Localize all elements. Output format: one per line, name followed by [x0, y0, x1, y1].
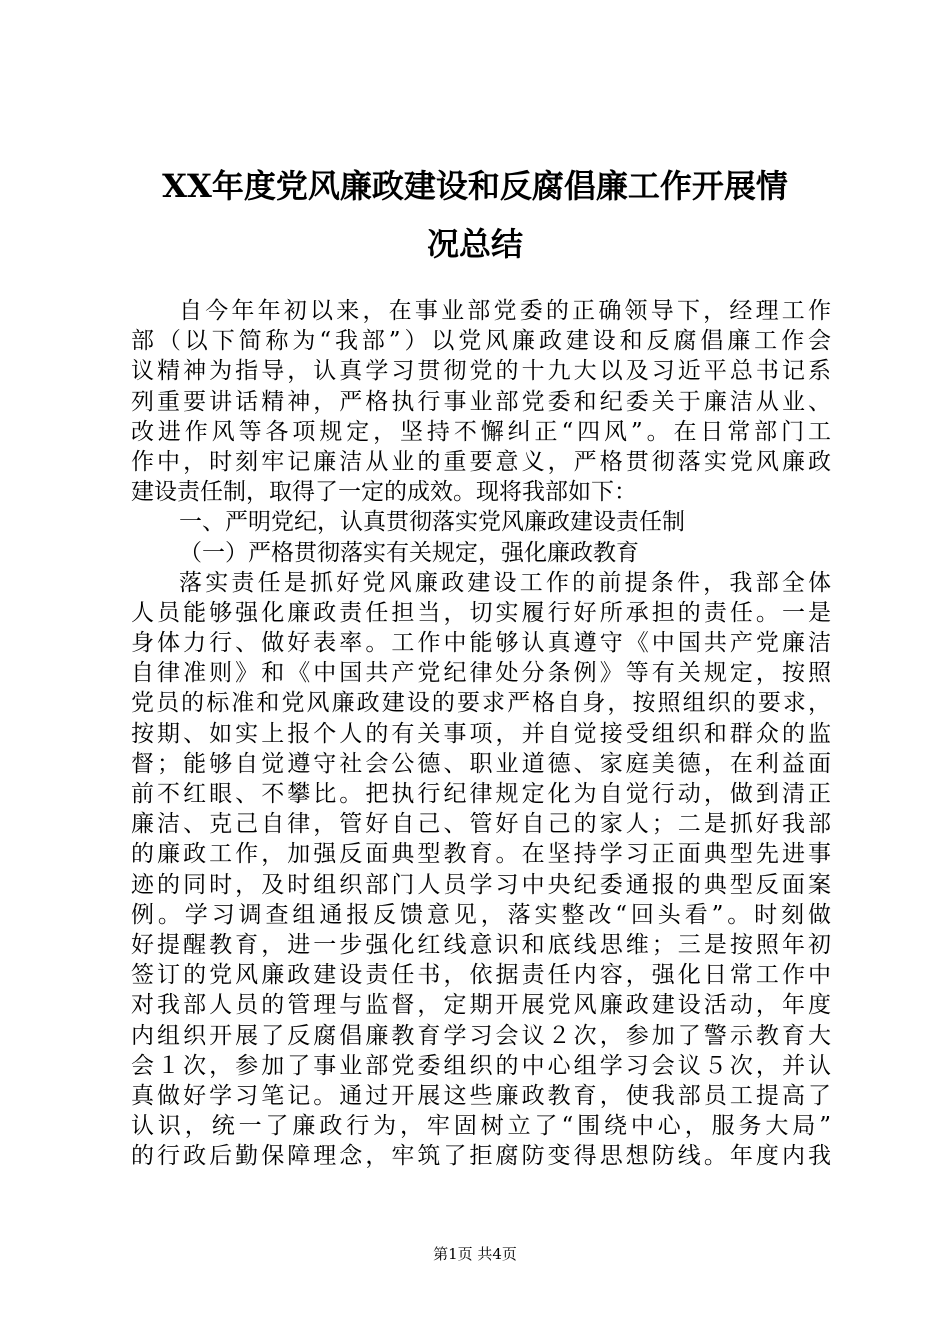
body-line: 作中，时刻牢记廉洁从业的重要意义，严格贯彻落实党风廉政 [131, 448, 831, 475]
body-line: 廉洁、克己自律，管好自己、管好自己的家人；二是抓好我部 [131, 811, 831, 838]
body-line: 内组织开展了反腐倡廉教育学习会议２次，参加了警示教育大 [131, 1022, 831, 1049]
body-line: 认识，统一了廉政行为，牢固树立了“围绕中心，服务大局” [131, 1113, 831, 1140]
body-line: 落实责任是抓好党风廉政建设工作的前提条件，我部全体 [179, 569, 831, 596]
body-line: 自今年年初以来，在事业部党委的正确领导下，经理工作 [179, 298, 831, 324]
body-line: 列重要讲话精神，严格执行事业部党委和纪委关于廉洁从业、 [131, 388, 831, 415]
body-line: 人员能够强化廉政责任担当，切实履行好所承担的责任。一是 [131, 599, 831, 626]
body-line: 自律准则》和《中国共产党纪律处分条例》等有关规定，按照 [131, 660, 831, 687]
subsection-heading: （一）严格贯彻落实有关规定，强化廉政教育 [179, 539, 639, 566]
body-line: 党员的标准和党风廉政建设的要求严格自身，按照组织的要求， [131, 690, 831, 717]
document-body [131, 296, 831, 1171]
body-line: 好提醒教育，进一步强化红线意识和底线思维；三是按照年初 [131, 931, 831, 958]
body-line: 议精神为指导，认真学习贯彻党的十九大以及习近平总书记系 [131, 358, 831, 385]
body-line: 改进作风等各项规定，坚持不懈纠正“四风”。在日常部门工 [131, 418, 831, 445]
body-line: 按期、如实上报个人的有关事项，并自觉接受组织和群众的监 [131, 720, 831, 747]
body-line: 例。学习调查组通报反馈意见，落实整改“回头看”。时刻做 [131, 901, 831, 928]
section-heading: 一、严明党纪，认真贯彻落实党风廉政建设责任制 [179, 509, 685, 536]
body-line: 前不红眼、不攀比。把执行纪律规定化为自觉行动，做到清正 [131, 781, 831, 807]
body-line: 签订的党风廉政建设责任书，依据责任内容，强化日常工作中 [131, 962, 831, 989]
page-number-footer: 第1页 共4页 [433, 1245, 517, 1263]
body-line: 的廉政工作，加强反面典型教育。在坚持学习正面典型先进事 [131, 841, 831, 868]
body-line: 对我部人员的管理与监督，定期开展党风廉政建设活动，年度 [131, 992, 831, 1019]
body-line: 会１次，参加了事业部党委组织的中心组学习会议５次，并认 [131, 1052, 831, 1079]
body-line: 的行政后勤保障理念，牢筑了拒腐防变得思想防线。年度内我 [131, 1143, 831, 1170]
body-line: 真做好学习笔记。通过开展这些廉政教育，使我部员工提高了 [131, 1082, 831, 1109]
body-line: 部（以下简称为“我部”）以党风廉政建设和反腐倡廉工作会 [131, 328, 831, 355]
document-title-line-1: XX年度党风廉政建设和反腐倡廉工作开展情 [162, 167, 788, 205]
body-line: 身体力行、做好表率。工作中能够认真遵守《中国共产党廉洁 [131, 630, 831, 657]
body-line: 迹的同时，及时组织部门人员学习中央纪委通报的典型反面案 [131, 871, 831, 898]
body-line: 督；能够自觉遵守社会公德、职业道德、家庭美德，在利益面 [131, 750, 831, 777]
body-line: 建设责任制，取得了一定的成效。现将我部如下： [131, 479, 637, 506]
document-title-line-2: 况总结 [426, 225, 523, 263]
